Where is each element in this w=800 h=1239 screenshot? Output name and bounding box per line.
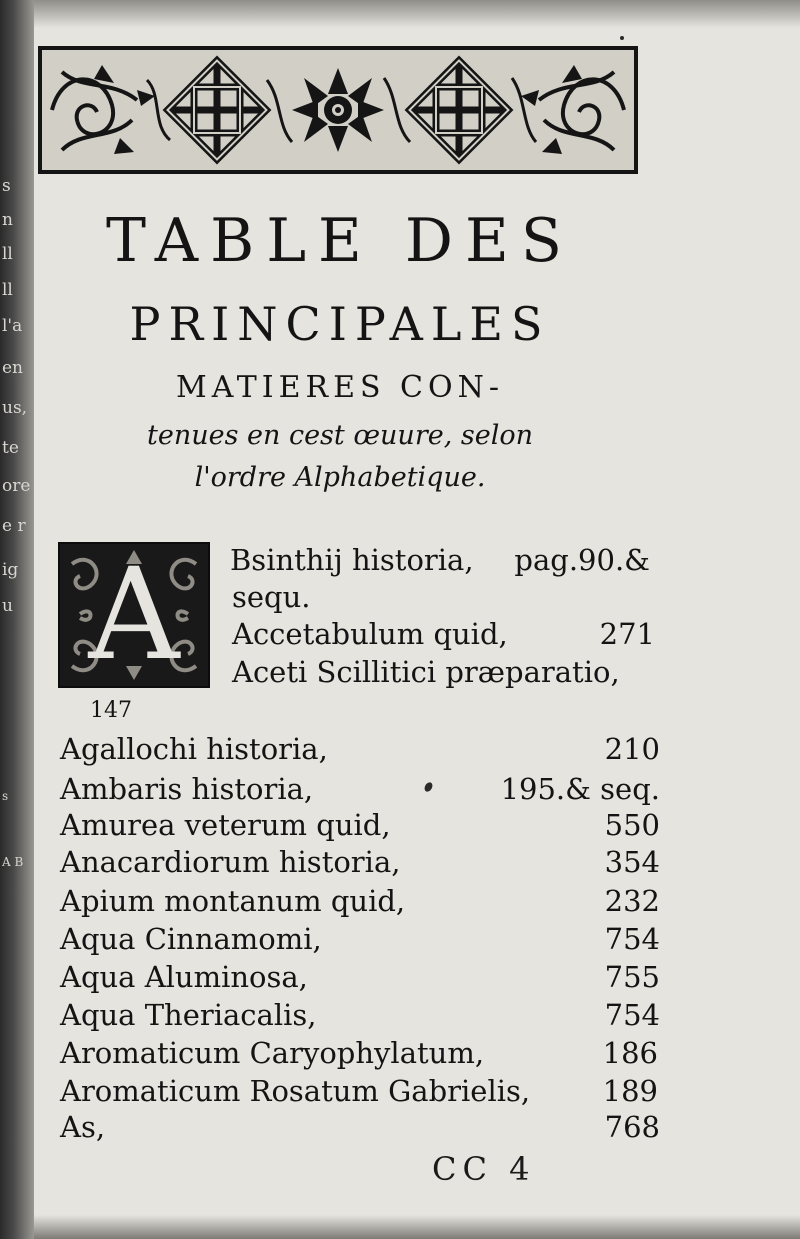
index-entry-page: 232 [604,884,660,918]
ink-speck [620,36,624,40]
index-entry-page: 754 [604,922,660,956]
ornament-pattern [42,50,634,170]
gutter-fragment: u [2,596,13,616]
dropcap-letter: A [88,542,180,688]
gutter-fragment: l'a [2,316,23,336]
index-entry-page: 354 [604,845,660,879]
knotwork-headpiece-ornament [38,46,638,174]
ink-speck [423,781,434,793]
title-line-1: TABLE DES [106,206,574,276]
index-entry-page: 768 [604,1110,660,1144]
title-line-4: tenues en cest œuure, selon [146,420,533,451]
index-entry-page: 210 [604,732,660,766]
gutter-fragment: s [2,176,11,196]
title-line-5: l'ordre Alphabetique. [194,462,486,493]
index-entry-text: Agallochi historia, [60,732,328,766]
gutter-fragment: s [2,789,9,803]
title-line-2: PRINCIPALES [129,297,551,351]
gutter-fragment: te [2,438,19,458]
gutter-fragment: ig [2,560,19,580]
title-line-3: MATIERES CON- [175,370,504,405]
signature-mark: CC 4 [432,1150,536,1188]
gutter-fragment: e r [2,516,26,536]
index-entry-text: Bsinthij historia, [230,543,474,577]
index-entry-page: 550 [604,808,660,842]
index-entry-text: Accetabulum quid, [232,617,508,651]
index-entry-page: 189 [602,1074,658,1108]
index-entry-text: Apium montanum quid, [60,884,406,918]
index-entry-page: 186 [602,1036,658,1070]
index-entry-text: Aqua Aluminosa, [60,960,308,994]
index-entry-page: 271 [599,617,655,651]
index-entry-text: sequ. [232,580,311,614]
index-entry-page: 195.& seq. [500,772,660,806]
floral-initial-ornament [58,542,210,688]
page-top-shadow [34,0,800,28]
index-entry-text: Aqua Cinnamomi, [60,922,322,956]
gutter-fragment: ore [2,476,31,496]
gutter-fragment: ll [2,280,13,300]
page-bottom-shadow [34,1215,800,1239]
gutter-fragment: en [2,358,24,378]
index-entry-page: pag.90.& [514,543,650,577]
index-entry-text: Aromaticum Rosatum Gabrielis, [60,1074,531,1108]
index-entry-text: Ambaris historia, [60,772,314,806]
index-entry-text: Amurea veterum quid, [60,808,391,842]
index-entry-page: 755 [604,960,660,994]
gutter-fragment: us, [2,398,28,418]
gutter-fragment: n [2,210,13,230]
index-entry-text: As, [60,1110,106,1144]
index-entry-text: Anacardiorum historia, [60,845,401,879]
index-entry-text: Aromaticum Caryophylatum, [60,1036,485,1070]
index-entry-page: 754 [604,998,660,1032]
gutter-fragment: A B [2,855,24,869]
index-entry-text: Aqua Theriacalis, [60,998,317,1032]
gutter-fragment: ll [2,244,13,264]
index-entry-text: 147 [90,698,132,723]
index-entry-text: Aceti Scillitici præparatio, [232,655,620,689]
binding-gutter [0,0,34,1239]
